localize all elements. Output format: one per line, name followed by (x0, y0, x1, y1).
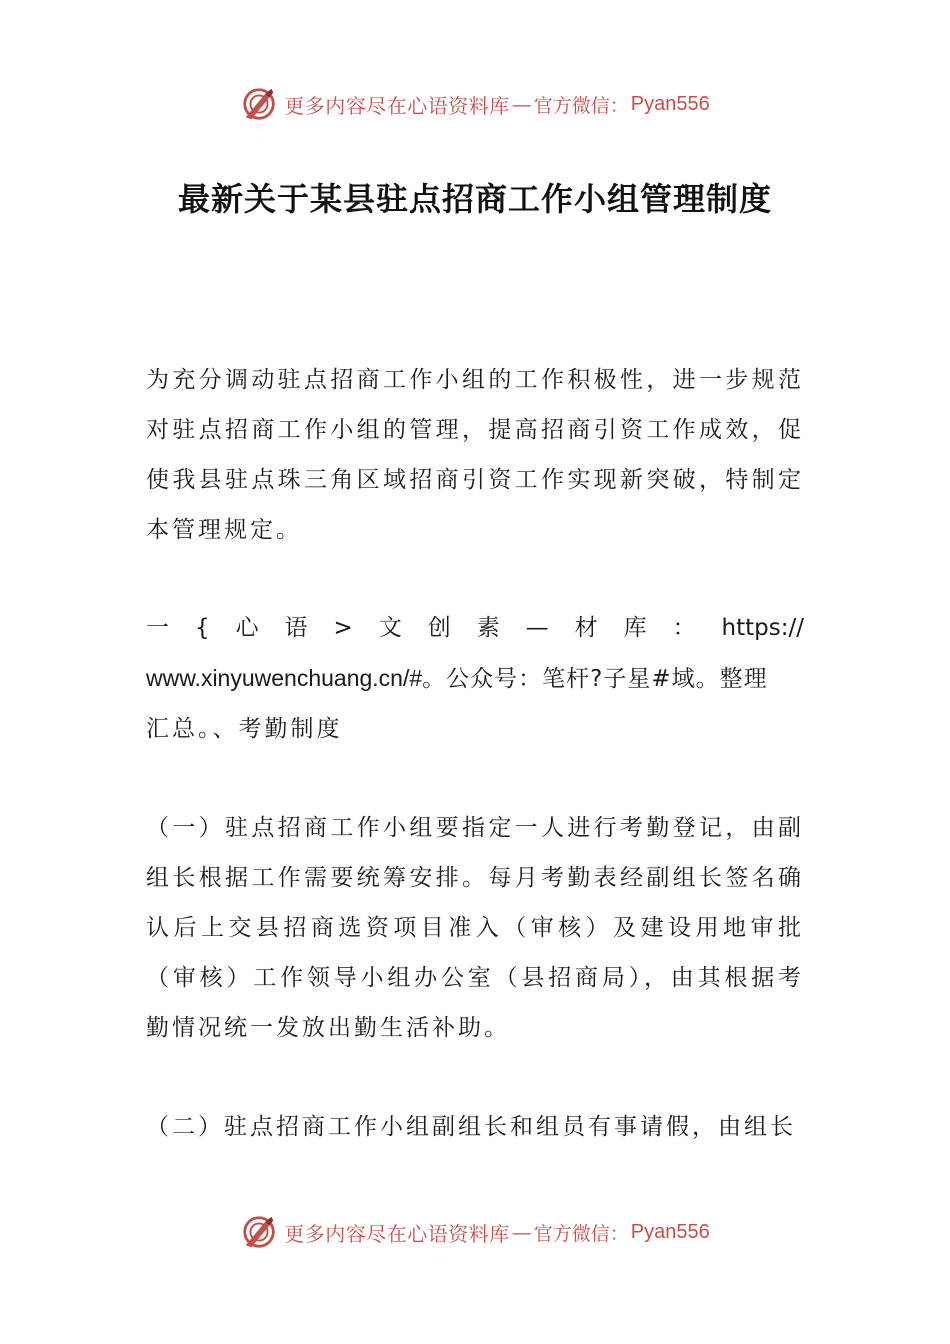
watermark-handle: Pyan556 (630, 1220, 710, 1243)
pen-nib-circle-icon (240, 85, 278, 123)
watermark-label: 官方微信： (533, 94, 629, 117)
footer-watermark (0, 1212, 950, 1252)
source-url-link[interactable]: www.xinyuwenchuang.cn/# (146, 665, 423, 691)
rule-paragraph-1: （一）驻点招商工作小组要指定一人进行考勤登记，由副组长根据工作需要统筹安排。每月考勤表经副组长签名确认后上交县招商选资项目准入（审核）及建设用地审批（审核）工作领导小组办公室（县招商局），由其根据考勤情况统一发放出勤生活补助。 (146, 815, 804, 1041)
pen-nib-circle-icon (240, 1213, 278, 1251)
watermark-text: 更多内容尽在心语资料库 (284, 93, 510, 118)
section-line-2-text: 。公众号：笔杆?子星#域。整理 (422, 666, 768, 692)
watermark-separator: — (511, 92, 532, 116)
section-line-2 (146, 653, 804, 704)
section-heading-paragraph (146, 603, 804, 754)
watermark-label: 官方微信： (533, 1222, 629, 1245)
watermark-text: 更多内容尽在心语资料库 (284, 1221, 510, 1246)
section-line-1: 一{心语>文创素—材库：https:// (146, 615, 804, 641)
section-line-3: 汇总。、考勤制度 (146, 716, 343, 742)
watermark-handle: Pyan556 (630, 92, 710, 115)
header-watermark (0, 84, 950, 124)
rule-paragraph-2: （二）驻点招商工作小组副组长和组员有事请假，由组长 (146, 1114, 796, 1140)
intro-paragraph: 为充分调动驻点招商工作小组的工作积极性，进一步规范对驻点招商工作小组的管理，提高招商引资工作成效，促使我县驻点珠三角区域招商引资工作实现新突破，特制定本管理规定。 (146, 367, 804, 543)
watermark-separator: — (511, 1220, 532, 1244)
document-title: 最新关于某县驻点招商工作小组管理制度 (177, 180, 772, 218)
